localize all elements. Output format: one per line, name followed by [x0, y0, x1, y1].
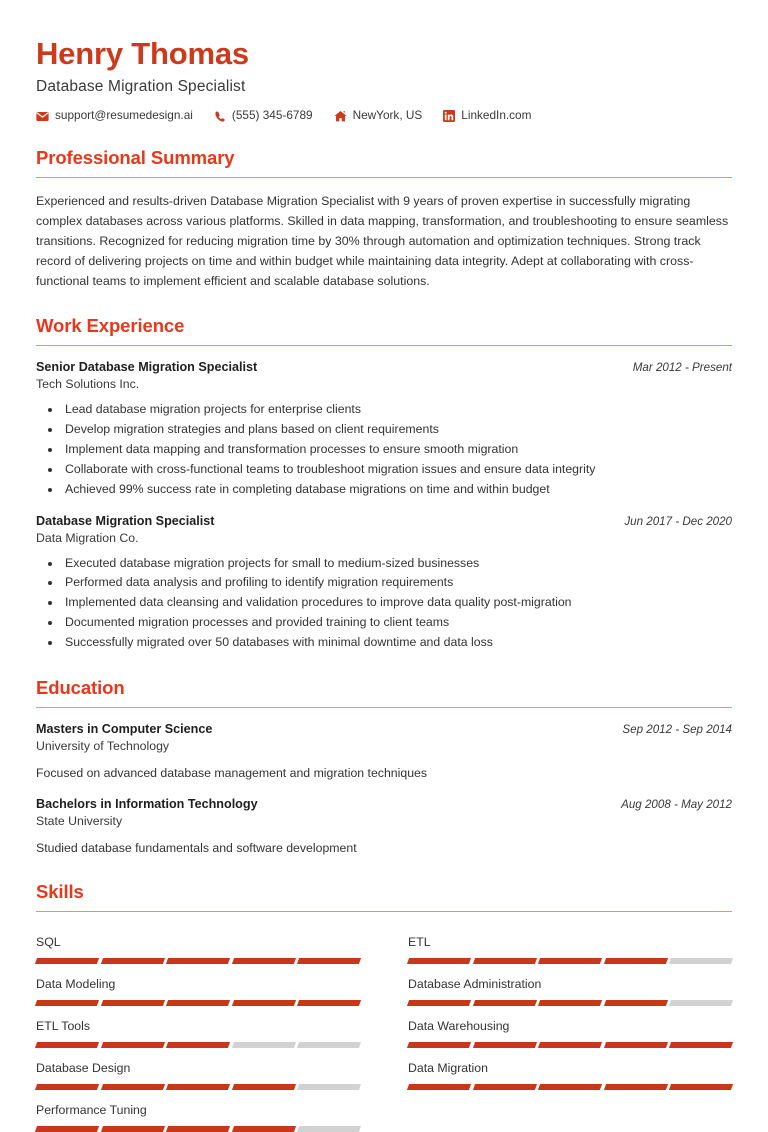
contact-location[interactable]	[334, 110, 423, 123]
skill-level-segment	[35, 1000, 99, 1006]
candidate-job-title: Database Migration Specialist	[36, 77, 246, 95]
skill-level-segment	[297, 1042, 361, 1048]
skill-level-bar	[408, 1042, 732, 1048]
skill-level-segment	[297, 1000, 361, 1006]
skill-item	[36, 1048, 360, 1090]
contact-text: (555) 345-6789	[231, 108, 313, 123]
skill-level-segment	[232, 958, 296, 964]
resume-header	[36, 36, 732, 123]
section-education	[36, 677, 732, 857]
entry-title: Masters in Computer Science	[36, 722, 213, 737]
entry-header	[36, 514, 732, 528]
skill-level-segment	[604, 1084, 668, 1090]
entry-header	[36, 360, 732, 374]
skill-level-segment	[297, 1126, 361, 1132]
entry-organization: University of Technology	[36, 739, 170, 754]
entry-bullet: • Documented migration processes and provided training to client teams	[62, 613, 732, 633]
contact-text: LinkedIn.com	[461, 108, 532, 123]
entry-bullet-list	[36, 400, 732, 500]
section-skills	[36, 881, 732, 1132]
skill-name: Database Design	[36, 1060, 131, 1075]
entry-title: Bachelors in Information Technology	[36, 796, 258, 811]
entry-bullet: • Successfully migrated over 50 databases with minimal downtime and data loss	[62, 633, 732, 653]
contact-phone[interactable]	[214, 110, 313, 123]
entry-bullet: • Achieved 99% success rate in completing database migrations on time and within budget	[62, 480, 732, 500]
skill-level-segment	[669, 1042, 733, 1048]
skill-name: ETL Tools	[36, 1018, 90, 1033]
section-title: Education	[36, 677, 125, 699]
skill-item	[36, 1090, 360, 1132]
skill-level-segment	[604, 1000, 668, 1006]
skill-item	[36, 922, 360, 964]
skill-level-segment	[232, 1084, 296, 1090]
skill-item	[408, 1006, 732, 1048]
skill-level-segment	[232, 1000, 296, 1006]
entry-organization: State University	[36, 813, 123, 828]
skill-level-segment	[297, 1084, 361, 1090]
skill-name: SQL	[36, 934, 61, 949]
skill-level-segment	[35, 1084, 99, 1090]
entry	[36, 514, 732, 654]
entry-date: Aug 2008 - May 2012	[621, 797, 732, 811]
contact-text: support@resumedesign.ai	[55, 108, 193, 123]
entry-title: Senior Database Migration Specialist	[36, 360, 258, 375]
entry-organization: Tech Solutions Inc.	[36, 377, 140, 392]
skill-item	[408, 1048, 732, 1090]
skill-level-segment	[101, 1042, 165, 1048]
skill-level-segment	[35, 1126, 99, 1132]
skill-level-segment	[669, 1000, 733, 1006]
skill-level-segment	[538, 958, 602, 964]
summary-text: Experienced and results-driven Database Migration Specialist with 9 years of proven expertise in successfully migrating complex databases across various platforms. Skilled in data mapping, transformation, and troubleshooting to ensure seamless transitions. Recognized for reducing migration time by 30% through automation and optimization techniques. Strong track record of delivering projects on time and within budget while maintaining data integrity. Adept at collaborating with cross-functional teams to implement efficient and scalable database solutions.	[36, 193, 729, 288]
contact-email[interactable]	[36, 110, 193, 123]
skill-level-segment	[166, 1042, 230, 1048]
skill-level-bar	[36, 1000, 360, 1006]
entry-organization: Data Migration Co.	[36, 530, 139, 545]
skill-level-segment	[35, 1042, 99, 1048]
skill-name: Data Modeling	[36, 976, 116, 991]
skill-name: Database Administration	[408, 976, 542, 991]
skill-level-segment	[669, 958, 733, 964]
skill-level-bar	[36, 1126, 360, 1132]
entry	[36, 722, 732, 782]
skill-level-segment	[473, 1084, 537, 1090]
skill-level-segment	[538, 1000, 602, 1006]
skill-item	[36, 1006, 360, 1048]
skill-level-segment	[166, 1000, 230, 1006]
entry-title: Database Migration Specialist	[36, 513, 215, 528]
skill-level-segment	[538, 1042, 602, 1048]
section-title: Work Experience	[36, 315, 185, 337]
skill-level-bar	[36, 1042, 360, 1048]
entry-header	[36, 797, 732, 811]
entry-date: Mar 2012 - Present	[632, 361, 732, 375]
skill-level-segment	[604, 958, 668, 964]
entry-bullet: • Collaborate with cross-functional teams to troubleshoot migration issues and ensure data integrity	[62, 460, 732, 480]
home-icon	[334, 110, 347, 123]
skill-name: ETL	[408, 934, 431, 949]
skill-level-bar	[408, 958, 732, 964]
skill-level-bar	[408, 1000, 732, 1006]
skill-item	[408, 922, 732, 964]
skill-level-segment	[473, 1000, 537, 1006]
section-work-experience	[36, 315, 732, 653]
skill-level-bar	[36, 1084, 360, 1090]
skill-name: Data Warehousing	[408, 1018, 510, 1033]
entry-date: Sep 2012 - Sep 2014	[622, 723, 732, 737]
skill-level-segment	[166, 1084, 230, 1090]
skill-level-segment	[604, 1042, 668, 1048]
entry-description: Focused on advanced database management and migration techniques	[36, 766, 428, 781]
contact-linkedin[interactable]	[443, 110, 531, 122]
skills-grid	[36, 922, 732, 1132]
skill-level-segment	[669, 1084, 733, 1090]
entry	[36, 360, 732, 500]
skill-level-segment	[232, 1126, 296, 1132]
entry-header	[36, 722, 732, 736]
section-divider	[36, 707, 732, 708]
skill-level-segment	[407, 1000, 471, 1006]
entry-date: Jun 2017 - Dec 2020	[624, 514, 732, 528]
skill-item	[408, 964, 732, 1006]
skill-name: Performance Tuning	[36, 1102, 147, 1117]
section-divider	[36, 911, 732, 912]
skill-level-segment	[101, 1000, 165, 1006]
phone-icon	[214, 110, 226, 123]
skill-level-segment	[232, 1042, 296, 1048]
entry-bullet: • Implemented data cleansing and validation procedures to improve data quality post-migration	[62, 593, 732, 613]
skill-level-segment	[538, 1084, 602, 1090]
work-entry-list	[36, 360, 732, 653]
entry-bullet: • Implement data mapping and transformation processes to ensure smooth migration	[62, 440, 732, 460]
section-professional-summary	[36, 147, 732, 291]
envelope-icon	[36, 110, 49, 123]
skill-level-segment	[297, 958, 361, 964]
skill-item	[36, 964, 360, 1006]
entry-bullet: • Performed data analysis and profiling to identify migration requirements	[62, 573, 732, 593]
section-divider	[36, 177, 732, 178]
education-entry-list	[36, 722, 732, 857]
linkedin-icon	[443, 110, 455, 122]
skill-level-segment	[101, 1084, 165, 1090]
skill-level-segment	[407, 1042, 471, 1048]
entry-bullet: • Executed database migration projects for small to medium-sized businesses	[62, 554, 732, 574]
entry-description: Studied database fundamentals and software development	[36, 840, 357, 855]
skill-level-bar	[36, 958, 360, 964]
contact-row	[36, 110, 732, 123]
section-title: Skills	[36, 880, 84, 902]
skill-level-segment	[473, 958, 537, 964]
contact-text: NewYork, US	[352, 108, 423, 123]
skill-level-segment	[101, 1126, 165, 1132]
skill-level-segment	[473, 1042, 537, 1048]
skill-level-segment	[101, 958, 165, 964]
entry-bullet-list	[36, 554, 732, 654]
skill-name: Data Migration	[408, 1060, 488, 1075]
candidate-name: Henry Thomas	[36, 36, 249, 71]
skill-level-segment	[407, 958, 471, 964]
entry-bullet: • Develop migration strategies and plans based on client requirements	[62, 420, 732, 440]
entry	[36, 797, 732, 857]
skill-level-segment	[407, 1084, 471, 1090]
skill-level-segment	[166, 958, 230, 964]
section-divider	[36, 345, 732, 346]
skill-level-bar	[408, 1084, 732, 1090]
section-title: Professional Summary	[36, 146, 235, 168]
entry-bullet: • Lead database migration projects for enterprise clients	[62, 400, 732, 420]
skill-level-segment	[166, 1126, 230, 1132]
skill-level-segment	[35, 958, 99, 964]
